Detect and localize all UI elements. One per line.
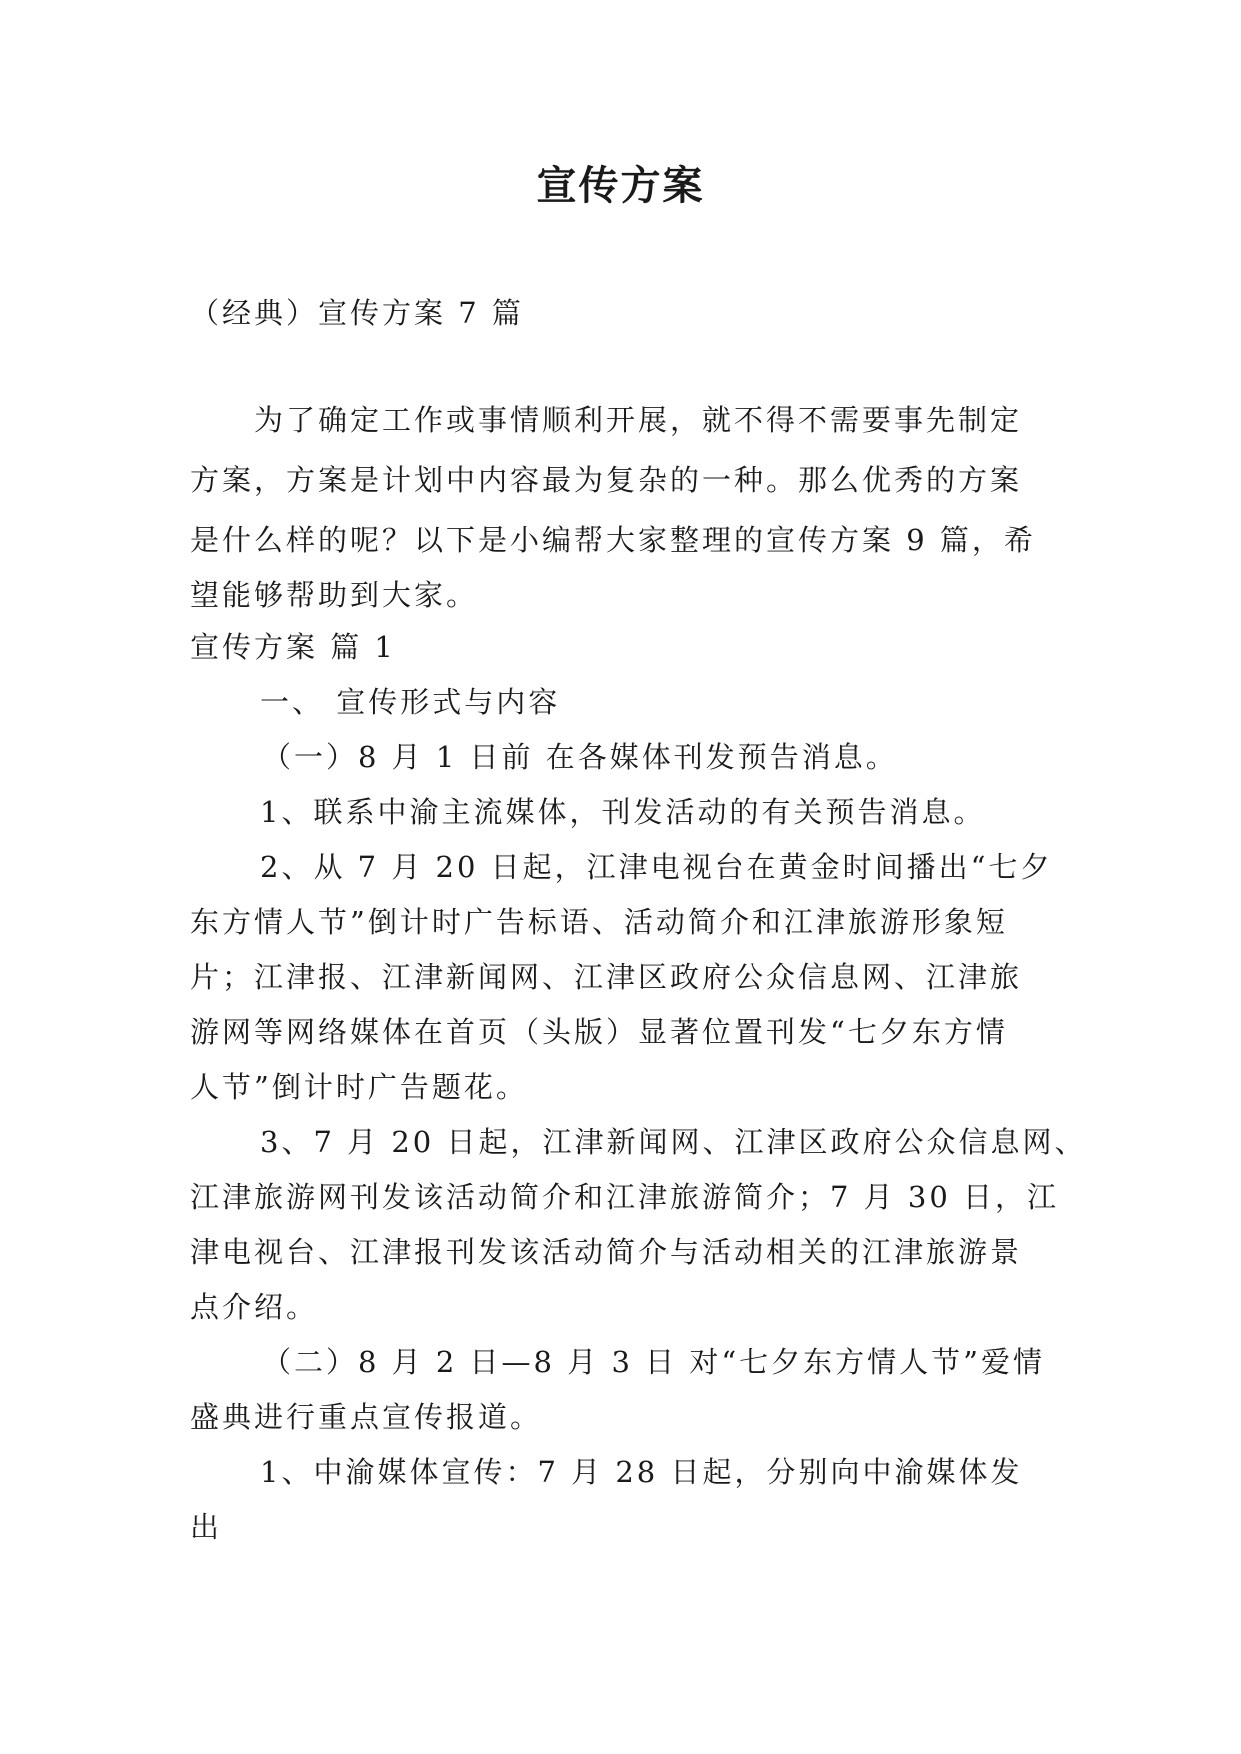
paragraph-line: 游网等网络媒体在首页（头版）显著位置刊发“七夕东方情	[190, 1015, 1008, 1049]
paragraph-line: 江津旅游网刊发该活动简介和江津旅游简介；7 月 30 日，江	[190, 1180, 1060, 1214]
list-item: 1、联系中渝主流媒体，刊发活动的有关预告消息。	[260, 795, 986, 829]
document-title: 宣传方案	[536, 163, 705, 209]
paragraph-line: 望能够帮助到大家。	[190, 578, 479, 612]
paragraph-line: 东方情人节”倒计时广告标语、活动简介和江津旅游形象短	[190, 905, 1008, 939]
paragraph-line: 点介绍。	[190, 1290, 319, 1324]
subsection-paragraph	[190, 1335, 1050, 1445]
paragraph-line: 方案，方案是计划中内容最为复杂的一种。那么优秀的方案	[190, 463, 1023, 497]
paragraph-line: 盛典进行重点宣传报道。	[190, 1400, 543, 1434]
paragraph-line: （二）8 月 2 日—8 月 3 日 对“七夕东方情人节”爱情	[262, 1345, 1045, 1379]
paragraph-line: 是什么样的呢？以下是小编帮大家整理的宣传方案 9 篇，希	[190, 523, 1036, 557]
paragraph-line: 津电视台、江津报刊发该活动简介与活动相关的江津旅游景	[190, 1235, 1023, 1269]
section-heading: 宣传方案 篇 1	[190, 630, 396, 664]
paragraph-line: 人节”倒计时广告题花。	[190, 1070, 528, 1104]
paragraph-line: 片；江津报、江津新闻网、江津区政府公众信息网、江津旅	[190, 960, 1023, 994]
part-heading: 一、 宣传形式与内容	[260, 685, 561, 719]
subsection-heading: （一）8 月 1 日前 在各媒体刊发预告消息。	[262, 740, 898, 774]
document-subtitle: （经典）宣传方案 7 篇	[190, 296, 524, 330]
paragraph-line: 2、从 7 月 20 日起，江津电视台在黄金时间播出“七夕	[260, 850, 1053, 884]
list-item-paragraph	[190, 840, 1053, 1115]
intro-paragraph	[190, 390, 1050, 620]
document-body	[190, 294, 1087, 1555]
paragraph-line: 为了确定工作或事情顺利开展，就不得不需要事先制定	[254, 403, 1023, 437]
list-item-paragraph	[190, 1115, 1087, 1335]
list-item: 1、中渝媒体宣传：7 月 28 日起，分别向中渝媒体发出	[190, 1455, 1023, 1544]
paragraph-line: 3、7 月 20 日起，江津新闻网、江津区政府公众信息网、	[260, 1125, 1087, 1159]
